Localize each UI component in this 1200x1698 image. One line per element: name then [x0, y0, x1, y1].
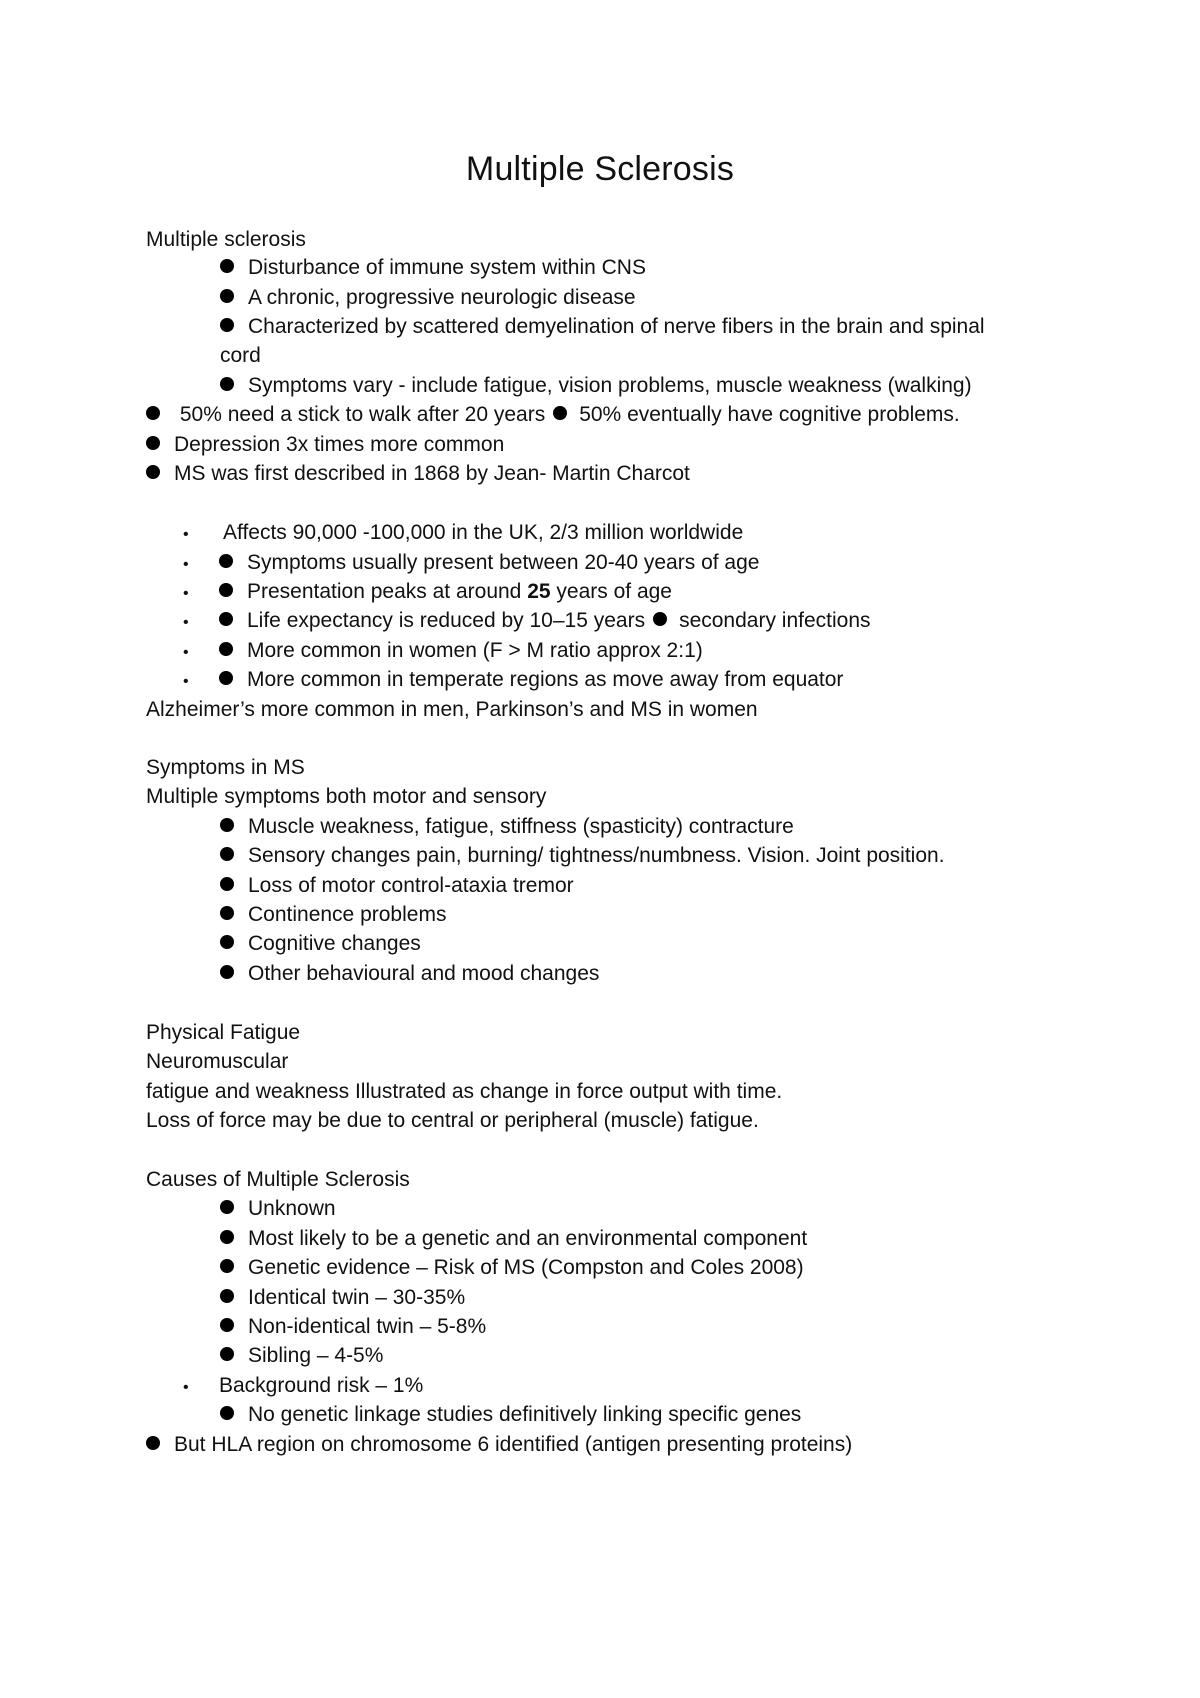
section-subheading: Multiple symptoms both motor and sensory [146, 785, 547, 808]
section-heading: Causes of Multiple Sclerosis [146, 1168, 410, 1191]
list-item-continuation: cord [220, 344, 261, 367]
text-part: Presentation peaks at around [247, 580, 522, 603]
list-item: Characterized by scattered demyelination of nerve fibers in the brain and spinal [220, 314, 985, 340]
list-item: Cognitive changes [220, 931, 421, 957]
list-item-text [219, 609, 871, 632]
list-item-text [219, 580, 672, 603]
list-item: Depression 3x times more common [146, 432, 504, 458]
list-item [183, 579, 672, 607]
text-part: Life expectancy is reduced by 10–15 years [247, 609, 646, 632]
list-item: Sibling – 4-5% [220, 1343, 383, 1369]
list-item [183, 1373, 423, 1401]
list-item [183, 638, 703, 666]
list-item: Genetic evidence – Risk of MS (Compston and Coles 2008) [220, 1255, 804, 1281]
list-item: Sensory changes pain, burning/ tightness/numbness. Vision. Joint position. [220, 843, 945, 869]
list-item: Non-identical twin – 5-8% [220, 1314, 486, 1340]
list-item: No genetic linkage studies definitively linking specific genes [220, 1402, 801, 1428]
note-line: Alzheimer’s more common in men, Parkinson’s and MS in women [146, 698, 758, 721]
list-item-text: More common in women (F > M ratio approx 2:1) [219, 639, 703, 662]
list-item: MS was first described in 1868 by Jean- Martin Charcot [146, 461, 690, 487]
section-heading: Symptoms in MS [146, 756, 305, 779]
list-item [183, 667, 843, 695]
list-item: Loss of motor control-ataxia tremor [220, 873, 574, 899]
list-item: Muscle weakness, fatigue, stiffness (spasticity) contracture [220, 814, 794, 840]
list-item: A chronic, progressive neurologic disease [220, 285, 636, 311]
list-item-text: More common in temperate regions as move away from equator [219, 668, 843, 691]
list-item-text: 50% need a stick to walk after 20 years [179, 403, 546, 426]
list-item: Unknown [220, 1196, 336, 1222]
bullet-icon [653, 612, 667, 626]
list-item-text: Symptoms usually present between 20-40 years of age [219, 551, 759, 574]
list-item [183, 550, 759, 578]
text-part: secondary infections [679, 609, 871, 632]
emphasis-value: 25 [527, 580, 551, 603]
list-item: Symptoms vary - include fatigue, vision problems, muscle weakness (walking) [220, 373, 972, 399]
bullet-icon [553, 406, 567, 420]
list-item: Continence problems [220, 902, 446, 928]
text-part: years of age [556, 580, 672, 603]
list-item: Most likely to be a genetic and an environmental component [220, 1226, 807, 1252]
paragraph-line: fatigue and weakness Illustrated as change in force output with time. [146, 1080, 783, 1103]
section-heading: Multiple sclerosis [146, 228, 306, 251]
list-item [146, 402, 960, 428]
list-item-text: Affects 90,000 -100,000 in the UK, 2/3 million worldwide [223, 521, 744, 544]
paragraph-line: Loss of force may be due to central or peripheral (muscle) fatigue. [146, 1109, 759, 1132]
list-item [183, 520, 743, 548]
paragraph-line: Neuromuscular [146, 1050, 289, 1073]
list-item: Identical twin – 30-35% [220, 1285, 465, 1311]
list-item: Other behavioural and mood changes [220, 961, 599, 987]
section-heading: Physical Fatigue [146, 1021, 301, 1044]
list-item-text: Background risk – 1% [219, 1374, 424, 1397]
page-title: Multiple Sclerosis [465, 150, 735, 188]
list-item-text: 50% eventually have cognitive problems. [579, 403, 960, 426]
list-item [183, 608, 871, 636]
list-item: Disturbance of immune system within CNS [220, 255, 646, 281]
list-item: But HLA region on chromosome 6 identified (antigen presenting proteins) [146, 1432, 852, 1458]
